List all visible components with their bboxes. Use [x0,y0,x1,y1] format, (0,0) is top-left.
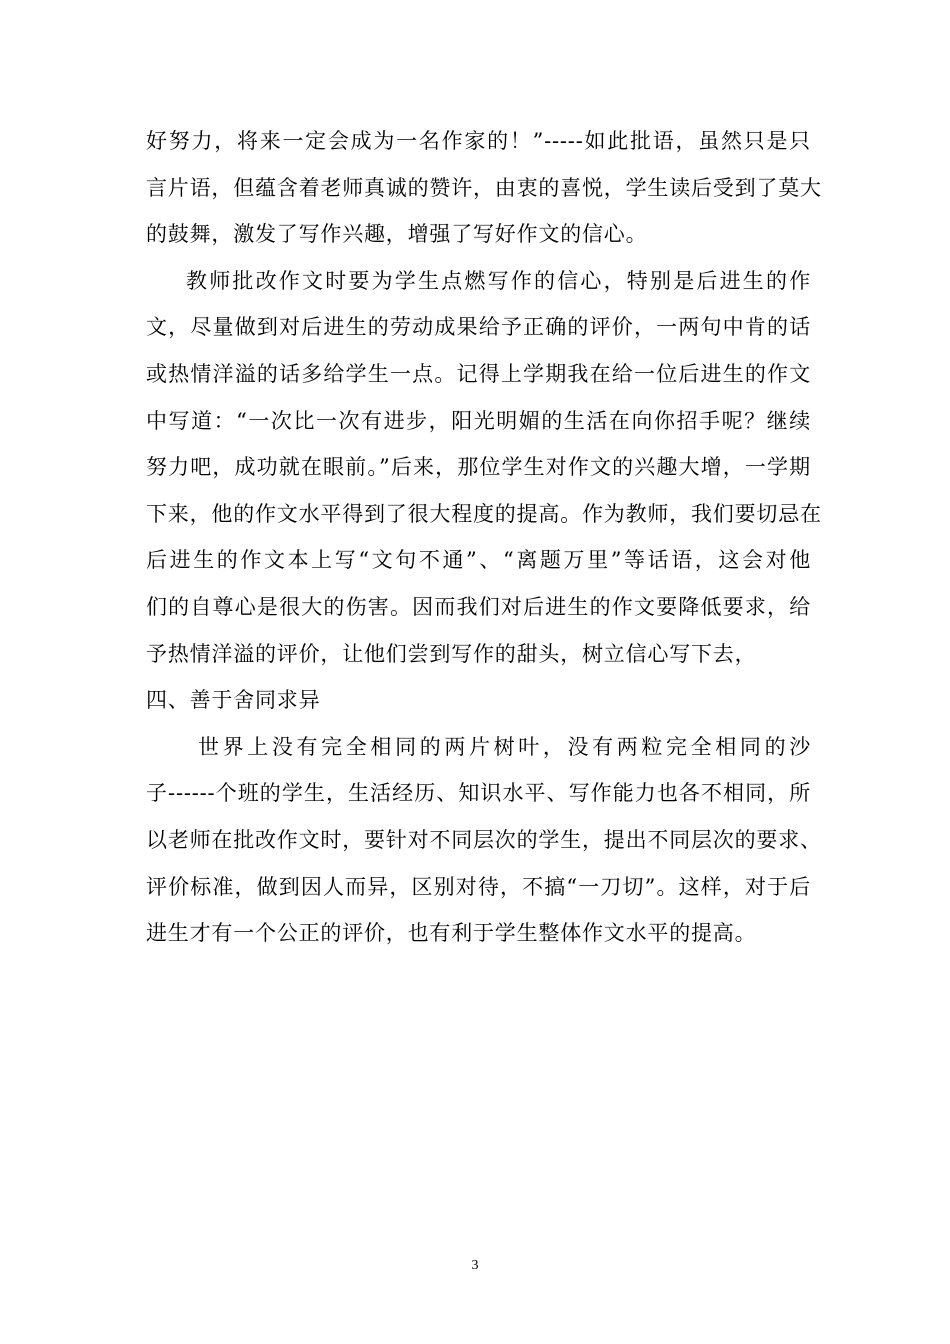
text-line: 下来，他的作文水平得到了很大程度的提高。作为教师，我们要切忌在 [146,501,822,526]
text-line: 评价标准，做到因人而异，区别对待，不搞“一刀切”。这样，对于后 [146,874,811,899]
text-line: 文，尽量做到对后进生的劳动成果给予正确的评价，一两句中肯的话 [146,315,811,340]
text-line: 进生才有一个公正的评价，也有利于学生整体作文水平的提高。 [146,921,757,946]
text-line: 教师批改作文时要为学生点燃写作的信心，特别是后进生的作 [186,268,811,293]
text-line: 以老师在批改作文时，要针对不同层次的学生，提出不同层次的要求、 [146,827,822,852]
page-number: 3 [471,1258,479,1273]
text-line: 言片语，但蕴含着老师真诚的赞许，由衷的喜悦，学生读后受到了莫大 [146,175,822,200]
body-text [146,118,822,957]
section-heading: 四、善于舍同求异 [146,688,321,713]
text-line: 后进生的作文本上写“文句不通”、“离题万里”等话语，这会对他 [146,548,811,573]
text-line: 们的自尊心是很大的伤害。因而我们对后进生的作文要降低要求，给 [146,594,811,619]
text-line: 的鼓舞，激发了写作兴趣，增强了写好作文的信心。 [146,222,648,247]
text-line: 努力吧，成功就在眼前。”后来，那位学生对作文的兴趣大增，一学期 [146,455,811,480]
text-line: 予热情洋溢的评价，让他们尝到写作的甜头，树立信心写下去， [146,641,757,666]
text-line: 或热情洋溢的话多给学生一点。记得上学期我在给一位后进生的作文 [146,361,811,386]
text-line: 中写道：“一次比一次有进步，阳光明媚的生活在向你招手呢？继续 [146,408,811,433]
text-line: 子------个班的学生，生活经历、知识水平、写作能力也各不相同，所 [146,781,811,806]
text-line: 好努力，将来一定会成为一名作家的！”-----如此批语，虽然只是只 [146,129,811,153]
text-line: 世界上没有完全相同的两片树叶，没有两粒完全相同的沙 [198,734,811,759]
